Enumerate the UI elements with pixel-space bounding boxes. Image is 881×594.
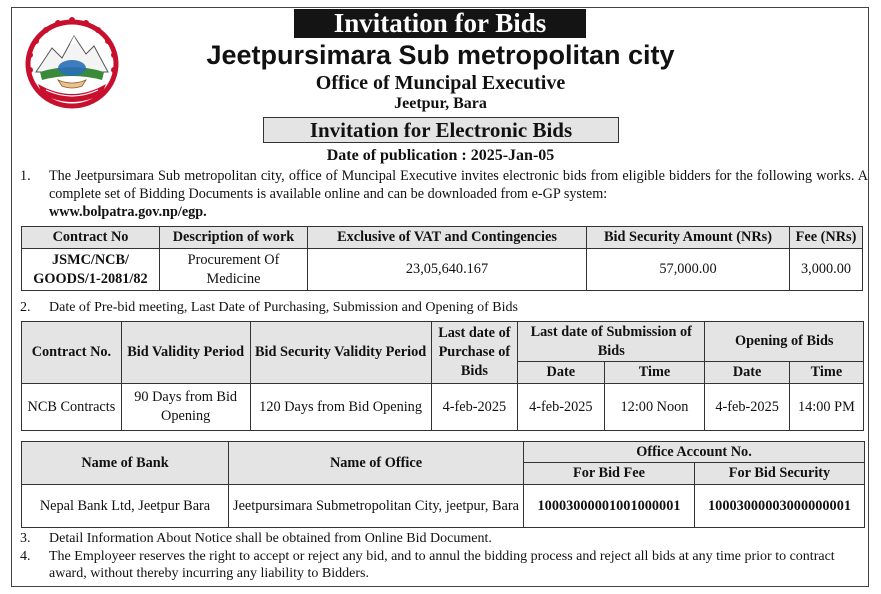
security-account-number: 10003000003000000001: [695, 485, 865, 528]
purchase-date: 4-feb-2025: [431, 384, 517, 431]
col-header: Last date of Submission of Bids: [518, 322, 705, 362]
contract-type: NCB Contracts: [22, 384, 122, 431]
col-header: Opening of Bids: [705, 322, 864, 362]
city-name: Jeetpursimara Sub metropolitan city: [206, 40, 675, 70]
paragraph-number: 4.: [20, 549, 31, 564]
table-row: [22, 249, 863, 291]
notice-subtitle: Invitation for Electronic Bids: [263, 117, 619, 143]
paragraph-text: The Employeer reserves the right to accept or reject any bid, and to annul the bidding process and reject all bids at any time prior to contract award, without thereby incurring any liability to Bidders.: [49, 549, 835, 581]
paragraph-number: 1.: [20, 168, 31, 184]
paragraph-4: [20, 548, 868, 582]
office-name-cell: Jeetpursimara Submetropolitan City, jeetpur, Bara: [229, 485, 524, 528]
opening-date: 4-feb-2025: [705, 384, 789, 431]
col-header: Name of Bank: [22, 442, 229, 485]
contract-no: JSMC/NCB/ GOODS/1-2081/82: [22, 249, 160, 291]
col-header: Date: [518, 362, 604, 384]
col-header: Bid Security Amount (NRs): [587, 227, 790, 249]
estimated-cost: 23,05,640.167: [308, 249, 587, 291]
col-header: Fee (NRs): [790, 227, 863, 249]
bank-name: Nepal Bank Ltd, Jeetpur Bara: [22, 485, 229, 528]
table-row: [22, 384, 864, 431]
col-header: Office Account No.: [524, 442, 865, 463]
fee-account-number: 10003000001001000001: [524, 485, 695, 528]
col-header: Last date of Purchase of Bids: [431, 322, 517, 384]
col-header: Bid Validity Period: [121, 322, 250, 384]
submission-date: 4-feb-2025: [518, 384, 604, 431]
col-header: For Bid Security: [695, 463, 865, 485]
col-header: For Bid Fee: [524, 463, 695, 485]
paragraph-text: The Jeetpursimara Sub metropolitan city, office of Muncipal Executive invites electronic bids from eligible bidders for the following works. A complete set of Bidding Documents is available online and can be downloaded from e-GP system:: [49, 168, 868, 202]
paragraph-2: [20, 299, 868, 316]
schedule-table: [21, 321, 864, 431]
paragraph-number: 2.: [20, 300, 31, 315]
col-header: Bid Security Validity Period: [250, 322, 431, 384]
office-location: Jeetpur, Bara: [394, 95, 487, 112]
col-header: Description of work: [160, 227, 308, 249]
fee-amount: 3,000.00: [790, 249, 863, 291]
work-description: Procurement Of Medicine: [160, 249, 308, 291]
col-header: Contract No: [22, 227, 160, 249]
paragraph-text: Date of Pre-bid meeting, Last Date of Purchasing, Submission and Opening of Bids: [49, 300, 518, 315]
bid-validity: 90 Days from Bid Opening: [121, 384, 250, 431]
egp-link[interactable]: www.bolpatra.gov.np/egp.: [49, 204, 207, 220]
col-header: Time: [604, 362, 705, 384]
table-row: [22, 485, 865, 528]
bid-security-amount: 57,000.00: [587, 249, 790, 291]
bank-table: [21, 441, 865, 528]
publication-date: Date of publication : 2025-Jan-05: [326, 147, 555, 164]
paragraph-text: Detail Information About Notice shall be obtained from Online Bid Document.: [49, 531, 492, 546]
paragraph-3: [20, 530, 868, 547]
office-name: Office of Muncipal Executive: [315, 72, 566, 94]
col-header: Time: [789, 362, 863, 384]
col-header: Name of Office: [229, 442, 524, 485]
col-header: Date: [705, 362, 789, 384]
paragraph-number: 3.: [20, 531, 31, 546]
col-header: Exclusive of VAT and Contingencies: [308, 227, 587, 249]
opening-time: 14:00 PM: [789, 384, 863, 431]
col-header: Contract No.: [22, 322, 122, 384]
paragraph-1: [20, 167, 868, 221]
submission-time: 12:00 Noon: [604, 384, 705, 431]
contract-table: [21, 226, 863, 291]
bid-security-validity: 120 Days from Bid Opening: [250, 384, 431, 431]
notice-banner: Invitation for Bids: [294, 9, 586, 38]
